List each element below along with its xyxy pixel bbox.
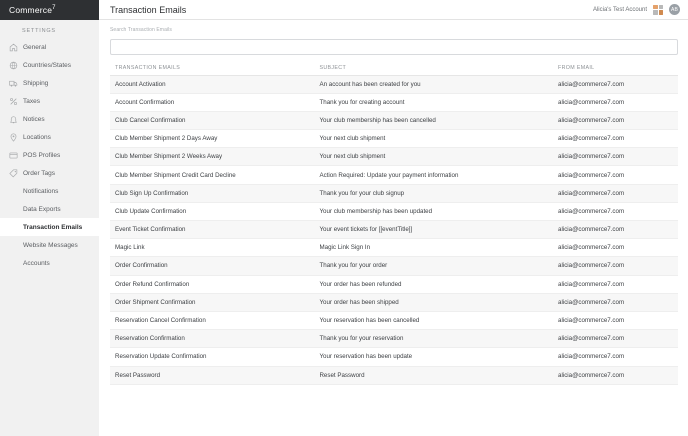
cell-email-name: Club Member Shipment 2 Days Away <box>110 130 314 148</box>
pin-icon <box>6 130 20 144</box>
table-row[interactable] <box>110 75 678 93</box>
cell-subject: Reset Password <box>314 366 553 384</box>
cell-from-email: alicia@commerce7.com <box>553 330 678 348</box>
cell-email-name: Event Ticket Confirmation <box>110 221 314 239</box>
cell-subject: Thank you for creating account <box>314 93 553 111</box>
sidebar-item-accounts[interactable] <box>0 254 99 272</box>
sidebar-item-label: Accounts <box>23 259 50 267</box>
column-header-name: TRANSACTION EMAILS <box>110 61 314 76</box>
cell-from-email: alicia@commerce7.com <box>553 93 678 111</box>
page-title: Transaction Emails <box>110 4 187 15</box>
cell-email-name: Club Update Confirmation <box>110 202 314 220</box>
sidebar-section-label: SETTINGS <box>22 28 56 34</box>
sidebar-item-countries-states[interactable] <box>0 56 99 74</box>
cell-from-email: alicia@commerce7.com <box>553 130 678 148</box>
table-row[interactable] <box>110 275 678 293</box>
sidebar-item-label: General <box>23 43 47 51</box>
cell-subject: Thank you for your order <box>314 257 553 275</box>
transaction-emails-table <box>99 61 688 436</box>
sidebar-item-shipping[interactable] <box>0 74 99 92</box>
sidebar-item-locations[interactable] <box>0 128 99 146</box>
cell-from-email: alicia@commerce7.com <box>553 75 678 93</box>
cell-subject: Magic Link Sign In <box>314 239 553 257</box>
cell-email-name: Club Member Shipment 2 Weeks Away <box>110 148 314 166</box>
cell-email-name: Account Activation <box>110 75 314 93</box>
cell-from-email: alicia@commerce7.com <box>553 148 678 166</box>
sidebar-item-label: Data Exports <box>23 205 61 213</box>
cell-email-name: Reservation Confirmation <box>110 330 314 348</box>
table-row[interactable] <box>110 184 678 202</box>
home-icon <box>6 40 20 54</box>
tag-icon <box>6 166 20 180</box>
sidebar-item-taxes[interactable] <box>0 92 99 110</box>
cell-email-name: Club Sign Up Confirmation <box>110 184 314 202</box>
table-row[interactable] <box>110 93 678 111</box>
cell-subject: Your order has been refunded <box>314 275 553 293</box>
table-row[interactable] <box>110 330 678 348</box>
sidebar-item-order-tags[interactable] <box>0 164 99 182</box>
search-input[interactable] <box>110 39 678 55</box>
cell-email-name: Club Member Shipment Credit Card Decline <box>110 166 314 184</box>
percent-icon <box>6 94 20 108</box>
table-row[interactable] <box>110 366 678 384</box>
cell-subject: Your event tickets for [[eventTitle]] <box>314 221 553 239</box>
bell-icon <box>6 112 20 126</box>
sidebar-item-transaction-emails[interactable] <box>0 218 99 236</box>
cell-email-name: Account Confirmation <box>110 93 314 111</box>
search-zone <box>99 20 688 61</box>
sidebar-item-label: POS Profiles <box>23 151 61 159</box>
sidebar-item-label: Locations <box>23 133 51 141</box>
table-row[interactable] <box>110 148 678 166</box>
main-content <box>99 0 688 436</box>
cell-email-name: Order Refund Confirmation <box>110 275 314 293</box>
sidebar-item-label: Transaction Emails <box>23 223 83 231</box>
cell-from-email: alicia@commerce7.com <box>553 184 678 202</box>
cell-from-email: alicia@commerce7.com <box>553 221 678 239</box>
cell-from-email: alicia@commerce7.com <box>553 239 678 257</box>
cell-subject: Your next club shipment <box>314 148 553 166</box>
cell-subject: Your next club shipment <box>314 130 553 148</box>
column-header-subject: SUBJECT <box>314 61 553 76</box>
cell-subject: Action Required: Update your payment information <box>314 166 553 184</box>
sidebar-item-label: Taxes <box>23 97 40 105</box>
cell-from-email: alicia@commerce7.com <box>553 202 678 220</box>
cell-from-email: alicia@commerce7.com <box>553 257 678 275</box>
sidebar-item-label: Order Tags <box>23 169 56 177</box>
sidebar-item-label: Website Messages <box>23 241 78 249</box>
brand-logo[interactable] <box>0 0 99 20</box>
cell-from-email: alicia@commerce7.com <box>553 348 678 366</box>
cell-email-name: Order Confirmation <box>110 257 314 275</box>
table-row[interactable] <box>110 239 678 257</box>
cell-email-name: Order Shipment Confirmation <box>110 293 314 311</box>
globe-icon <box>6 58 20 72</box>
cell-from-email: alicia@commerce7.com <box>553 166 678 184</box>
brand-superscript: 7 <box>52 5 56 12</box>
table-row[interactable] <box>110 202 678 220</box>
cell-subject: Your order has been shipped <box>314 293 553 311</box>
table-row[interactable] <box>110 130 678 148</box>
cell-from-email: alicia@commerce7.com <box>553 111 678 129</box>
table-row[interactable] <box>110 311 678 329</box>
table-row[interactable] <box>110 221 678 239</box>
cell-email-name: Reservation Update Confirmation <box>110 348 314 366</box>
table-row[interactable] <box>110 257 678 275</box>
cell-subject: An account has been created for you <box>314 75 553 93</box>
sidebar-item-website-messages[interactable] <box>0 236 99 254</box>
sidebar-item-label: Countries/States <box>23 61 72 69</box>
cell-subject: Your reservation has been update <box>314 348 553 366</box>
card-icon <box>6 148 20 162</box>
cell-subject: Thank you for your reservation <box>314 330 553 348</box>
sidebar-item-label: Notices <box>23 115 45 123</box>
sidebar-item-general[interactable] <box>0 38 99 56</box>
cell-subject: Your club membership has been cancelled <box>314 111 553 129</box>
truck-icon <box>6 76 20 90</box>
table-row[interactable] <box>110 166 678 184</box>
avatar[interactable]: AB <box>669 4 680 15</box>
sidebar-item-pos-profiles[interactable] <box>0 146 99 164</box>
column-header-from-email: FROM EMAIL <box>553 61 678 76</box>
table-row[interactable] <box>110 293 678 311</box>
cell-from-email: alicia@commerce7.com <box>553 293 678 311</box>
brand-name: Commerce$^7$ <box>9 5 56 15</box>
cell-email-name: Reservation Cancel Confirmation <box>110 311 314 329</box>
cell-from-email: alicia@commerce7.com <box>553 311 678 329</box>
cell-subject: Thank you for your club signup <box>314 184 553 202</box>
table-row[interactable] <box>110 348 678 366</box>
table-header-row <box>110 61 678 76</box>
account-name: Alicia's Test Account <box>592 6 647 13</box>
cell-subject: Your club membership has been updated <box>314 202 553 220</box>
sidebar-item-label: Notifications <box>23 187 59 195</box>
table-body <box>110 75 678 384</box>
cell-from-email: alicia@commerce7.com <box>553 275 678 293</box>
cell-email-name: Magic Link <box>110 239 314 257</box>
cell-email-name: Club Cancel Confirmation <box>110 111 314 129</box>
cell-subject: Your reservation has been cancelled <box>314 311 553 329</box>
table-row[interactable] <box>110 111 678 129</box>
cell-from-email: alicia@commerce7.com <box>553 366 678 384</box>
grid-apps-icon[interactable] <box>653 5 663 15</box>
topbar <box>99 0 688 20</box>
topbar-right <box>593 4 680 15</box>
table <box>110 61 678 385</box>
sidebar-item-notices[interactable] <box>0 110 99 128</box>
sidebar <box>0 0 99 436</box>
cell-email-name: Reset Password <box>110 366 314 384</box>
search-label: Search Transaction Emails <box>110 27 172 33</box>
sidebar-item-label: Shipping <box>23 79 49 87</box>
sidebar-item-notifications[interactable] <box>0 182 99 200</box>
sidebar-item-data-exports[interactable] <box>0 200 99 218</box>
sidebar-nav <box>0 20 99 436</box>
